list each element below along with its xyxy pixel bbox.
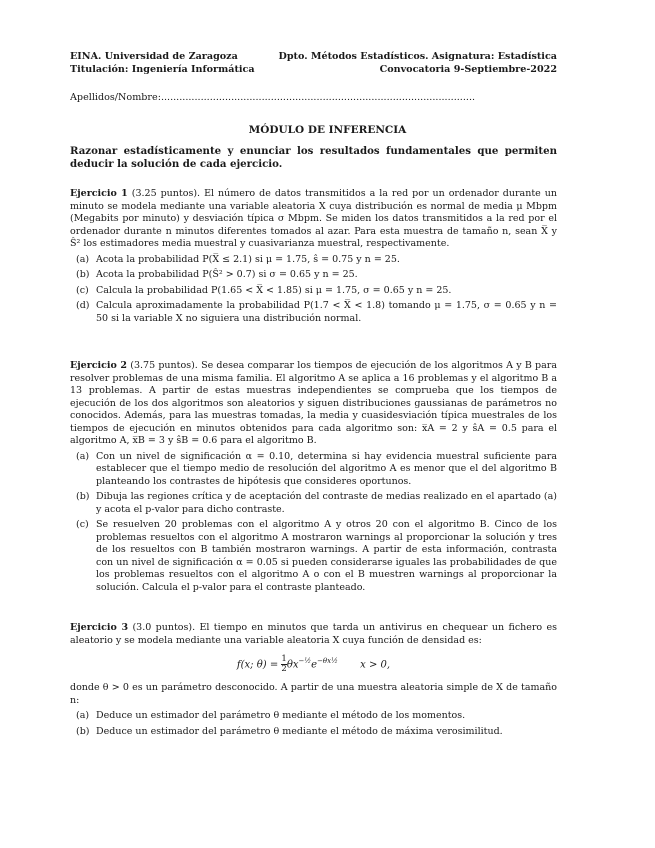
item-text: Dibuja las regiones crítica y de aceptación del contraste de medias realizado en el apartado (a) y acota el p-valor para dicho contraste. xyxy=(96,491,557,515)
item-label: (c) xyxy=(76,519,89,530)
exercise-1-text: El número de datos transmitidos a la red por un ordenador durante un minuto se modela mediante una variable aleatoria X cuya distribución es normal de media μ Mbpm (Megabits por minuto) y desviación típica σ Mbpm. Se miden los datos transmitidos a la red por el ordenador durante n minutos diferentes tomados al azar. Para esta muestra de tamaño n, sean X̅ y Ŝ² los estimadores media muestral y cuasivarianza muestral, respectivamente. xyxy=(70,188,557,249)
item-label: (c) xyxy=(76,284,89,296)
exercise-2-text: Se desea comparar los tiempos de ejecución de los algoritmos A y B para resolver problemas de una misma familia. El algoritmo A se aplica a 16 problemas y el algoritmo B a 13 problemas. A partir de estas muestras independientes se comprueba que los tiempos de ejecución de los dos algoritmos son aleatorios y siguen distribuciones gaussianas de parámetros no conocidos. Además, para las muestras tomadas, la media y cuasidesviación típica muestrales de los tiempos de ejecución en minutos obtenidos para cada algoritmo son: x̅A = 2 y ŝA = 0.5 para el algoritmo A, x̅B = 3 y ŝB = 0.6 para el algoritmo B. xyxy=(70,360,557,446)
item-text: Deduce un estimador del parámetro θ mediante el método de los momentos. xyxy=(96,710,466,722)
item-text: Calcula aproximadamente la probabilidad P(1.7 < X̅ < 1.8) tomando μ = 1.75, σ = 0.65 y n = 50 si la variable X no siguiera una distribución normal. xyxy=(96,300,557,324)
exercise-3-statement xyxy=(70,622,557,647)
exercise-2-statement xyxy=(70,360,557,448)
formula-numerator: 1 xyxy=(281,654,287,665)
header-right xyxy=(279,50,557,76)
item-label: (a) xyxy=(76,253,90,265)
name-field: Apellidos/Nombre:....................................................................................................... xyxy=(70,92,476,103)
formula-denominator: 2 xyxy=(281,664,287,675)
exercise-3-item-a xyxy=(70,710,557,723)
exam-date: Convocatoria 9-Septiembre-2022 xyxy=(379,64,557,75)
exercise-2-item-b xyxy=(70,491,557,516)
formula-e: e xyxy=(311,659,318,671)
exercise-1-item-a xyxy=(70,254,557,267)
item-label: (a) xyxy=(76,450,90,462)
exercise-3-heading: Ejercicio 3 xyxy=(70,622,129,633)
page-title: MÓDULO DE INFERENCIA xyxy=(248,124,407,136)
item-text: Deduce un estimador del parámetro θ mediante el método de máxima verosimilitud. xyxy=(96,725,503,737)
item-label: (b) xyxy=(76,491,90,502)
department-name: Dpto. Métodos Estadísticos. Asignatura: Estadística xyxy=(278,51,557,62)
name-field-label: Apellidos/Nombre: xyxy=(70,92,161,103)
university-name: EINA. Universidad de Zaragoza xyxy=(70,51,238,62)
instructions: Razonar estadísticamente y enunciar los resultados fundamentales que permiten deducir la solución de cada ejercicio. xyxy=(70,145,557,170)
formula-condition: x > 0, xyxy=(360,659,391,671)
exercise-1-item-c xyxy=(70,285,557,298)
item-text: Se resuelven 20 problemas con el algoritmo A y otros 20 con el algoritmo B. Cinco de los problemas resueltos con el algoritmo A mostraron warnings al proporcionar la solución y tres de los resueltos con B también mostraron warnings. A partir de esta información, contrasta con un nivel de significación α = 0.05 si pueden considerarse iguales las probabilidades de que los problemas resueltos con el algoritmo A o con el B muestren warnings al proporcionar la solución. Calcula el p-valor para el contraste planteado. xyxy=(96,519,557,593)
formula-exponent-1: −½ xyxy=(298,657,312,665)
exercise-3-text: El tiempo en minutos que tarda un antivirus en chequear un fichero es aleatorio y se modela mediante una variable aleatoria X cuya función de densidad es: xyxy=(70,622,557,646)
item-label: (b) xyxy=(76,725,90,737)
item-text: Calcula la probabilidad P(1.65 < X̅ < 1.85) si μ = 1.75, σ = 0.65 y n = 25. xyxy=(96,284,452,296)
item-label: (d) xyxy=(76,300,90,311)
exercise-1-points: (3.25 puntos). xyxy=(131,188,201,199)
item-label: (b) xyxy=(76,269,90,280)
item-text: Acota la probabilidad P(X̅ ≤ 2.1) si μ = 1.75, ŝ = 0.75 y n = 25. xyxy=(96,253,400,265)
exercise-1-heading: Ejercicio 1 xyxy=(70,188,128,199)
item-text: Acota la probabilidad P(Ŝ² > 0.7) si σ = 0.65 y n = 25. xyxy=(96,269,358,280)
formula-exponent-2: −θx½ xyxy=(317,657,338,665)
exercise-1-item-d xyxy=(70,300,557,325)
exercise-2-item-c xyxy=(70,519,557,594)
exercise-1 xyxy=(70,188,557,325)
exercise-3 xyxy=(70,622,557,738)
exercise-1-item-b xyxy=(70,269,557,282)
exercise-1-statement xyxy=(70,188,557,251)
exercise-2-heading: Ejercicio 2 xyxy=(70,360,127,371)
degree-name: Titulación: Ingeniería Informática xyxy=(70,64,255,75)
exercise-2-item-a xyxy=(70,451,557,489)
exercise-3-points: (3.0 puntos). xyxy=(132,622,196,633)
header-left xyxy=(70,50,255,76)
exercise-3-item-b xyxy=(70,726,557,739)
formula-lhs: f(x; θ) = xyxy=(236,659,279,671)
exercise-2-points: (3.75 puntos). xyxy=(130,360,198,371)
item-label: (a) xyxy=(76,710,90,722)
exercise-3-after-text: donde θ > 0 es un parámetro desconocido. A partir de una muestra aleatoria simple de X de tamaño n: xyxy=(70,682,557,706)
density-formula xyxy=(70,655,557,674)
exercise-2 xyxy=(70,360,557,594)
formula-body: θx xyxy=(286,659,299,671)
item-text: Con un nivel de significación α = 0.10, determina si hay evidencia muestral suficiente para establecer que el tiempo medio de resolución del algoritmo A es menor que el del algoritmo B planteando los contrastes de hipótesis que consideres oportunos. xyxy=(96,450,557,487)
